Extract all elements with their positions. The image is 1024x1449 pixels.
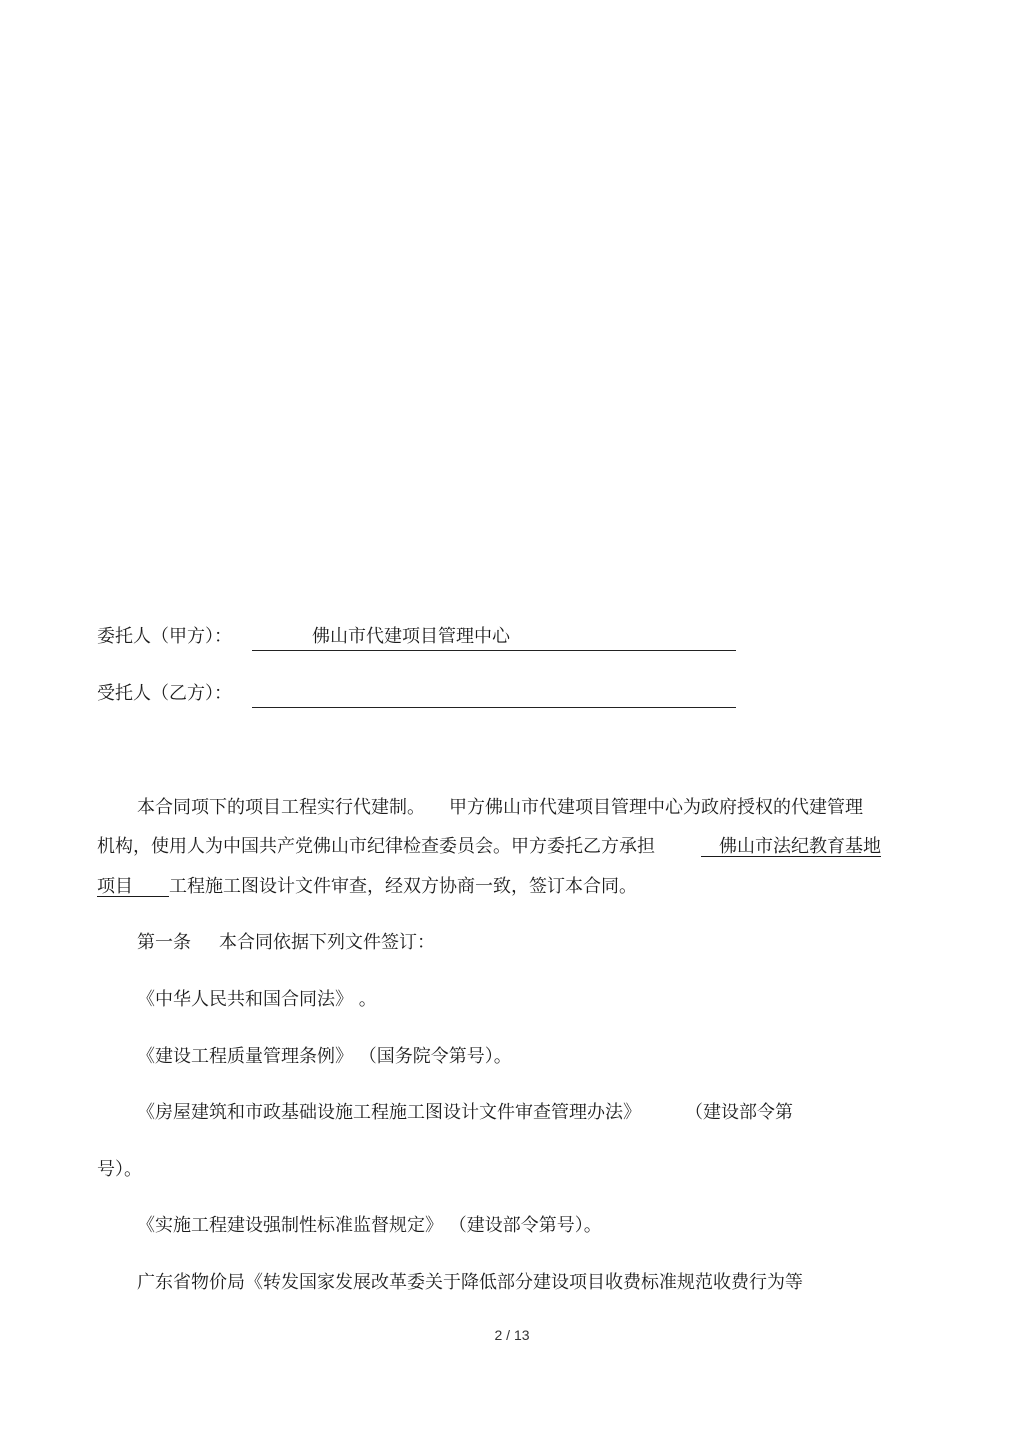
intro-text-3: 工程施工图设计文件审查，经双方协商一致，签订本合同。 [169, 876, 637, 897]
contractor-field [252, 681, 736, 708]
client-label: 委托人（甲方）： [97, 626, 232, 647]
doc-item-contract-law: 《中华人民共和国合同法》 。 [137, 989, 377, 1010]
doc-item-quality-regulation: 《建设工程质量管理条例》 （国务院令第号）。 [137, 1046, 512, 1067]
doc-item-review-measures-cont: 号）。 [97, 1159, 142, 1180]
intro-line-2 [97, 834, 881, 860]
doc-item-price-bureau: 广东省物价局《转发国家发展改革委关于降低部分建设项目收费标准规范收费行为等 [137, 1272, 803, 1293]
page-number: 2 / 13 [494, 1327, 530, 1343]
client-line [97, 624, 757, 650]
client-field [252, 624, 736, 651]
intro-text-2a: 机构，使用人为中国共产党佛山市纪律检查委员会。甲方委托乙方承担 [97, 836, 655, 857]
article-1-heading: 第一条 [137, 932, 191, 953]
intro-text-1a: 本合同项下的项目工程实行代建制。 [137, 797, 425, 818]
intro-line-1 [137, 795, 863, 821]
client-value: 佛山市代建项目管理中心 [312, 626, 510, 647]
contractor-line [97, 681, 757, 707]
article-1 [137, 930, 435, 956]
intro-line-3 [97, 874, 637, 900]
doc-item-review-measures: 《房屋建筑和市政基础设施工程施工图设计文件审查管理办法》 （建设部令第 [137, 1102, 793, 1123]
doc-item-mandatory-standards: 《实施工程建设强制性标准监督规定》 （建设部令第号）。 [137, 1215, 602, 1236]
project-name-part2: 项目 [97, 876, 133, 897]
project-name-part1: 佛山市法纪教育基地 [719, 836, 881, 857]
intro-text-1b: 甲方佛山市代建项目管理中心为政府授权的代建管理 [449, 797, 863, 818]
article-1-text: 本合同依据下列文件签订： [219, 932, 435, 953]
contractor-label: 受托人（乙方）： [97, 683, 232, 704]
